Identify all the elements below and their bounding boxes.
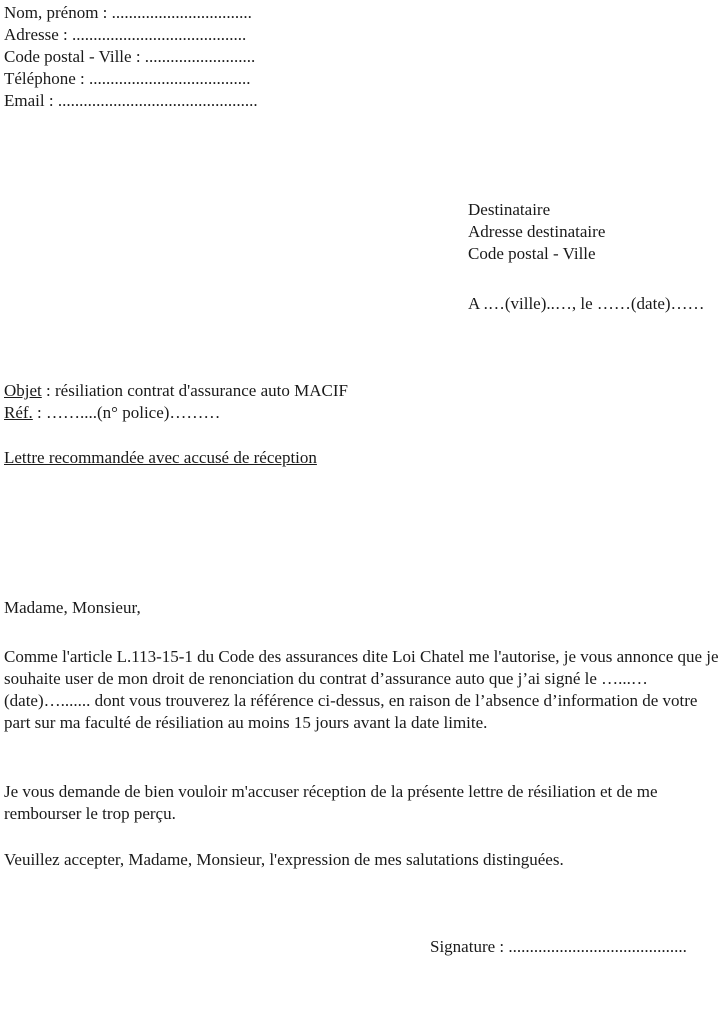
sender-email-line: Email : ............................................... — [4, 91, 258, 110]
place-date-line: A .…(ville)..…, le ……(date)…… — [468, 294, 705, 313]
recipient-block — [468, 199, 605, 265]
sender-city-line: Code postal - Ville : .......................... — [4, 47, 256, 66]
reference-text: : ……....(n° police)……… — [32, 403, 221, 422]
body-paragraph-2: Je vous demande de bien vouloir m'accuser réception de la présente lettre de résiliation et de me rembourser le trop perçu. — [4, 782, 658, 823]
recipient-city-line: Code postal - Ville — [468, 244, 596, 263]
recipient-name-line: Destinataire — [468, 200, 551, 219]
body-paragraph-1: Comme l'article L.113-15-1 du Code des assurances dite Loi Chatel me l'autorise, je vous annonce que je souhaite user de mon droit de renonciation du contrat d’assurance auto que j’ai signé le …...…(date)…....... dont vous trouverez la référence ci-dessus, en raison de l’absence d’information de votre part sur ma faculté de résiliation au moins 15 jours avant la date limite. — [4, 647, 719, 732]
sender-name-line: Nom, prénom : ................................. — [4, 3, 252, 22]
recipient-address-line: Adresse destinataire — [468, 222, 606, 241]
closing-formula: Veuillez accepter, Madame, Monsieur, l'expression de mes salutations distinguées. — [4, 850, 564, 869]
reference-label: Réf. — [4, 403, 33, 422]
subject-line — [4, 380, 348, 402]
reference-line — [4, 402, 220, 424]
sender-phone-line: Téléphone : ...................................... — [4, 69, 251, 88]
subject-text: : résiliation contrat d'assurance auto MACIF — [41, 381, 348, 400]
registered-mail-line: Lettre recommandée avec accusé de réception — [4, 448, 317, 467]
salutation: Madame, Monsieur, — [4, 598, 141, 617]
sender-address-line: Adresse : ......................................... — [4, 25, 247, 44]
signature-line: Signature : .......................................... — [430, 937, 687, 956]
sender-block — [4, 2, 258, 112]
subject-label: Objet — [4, 381, 42, 400]
